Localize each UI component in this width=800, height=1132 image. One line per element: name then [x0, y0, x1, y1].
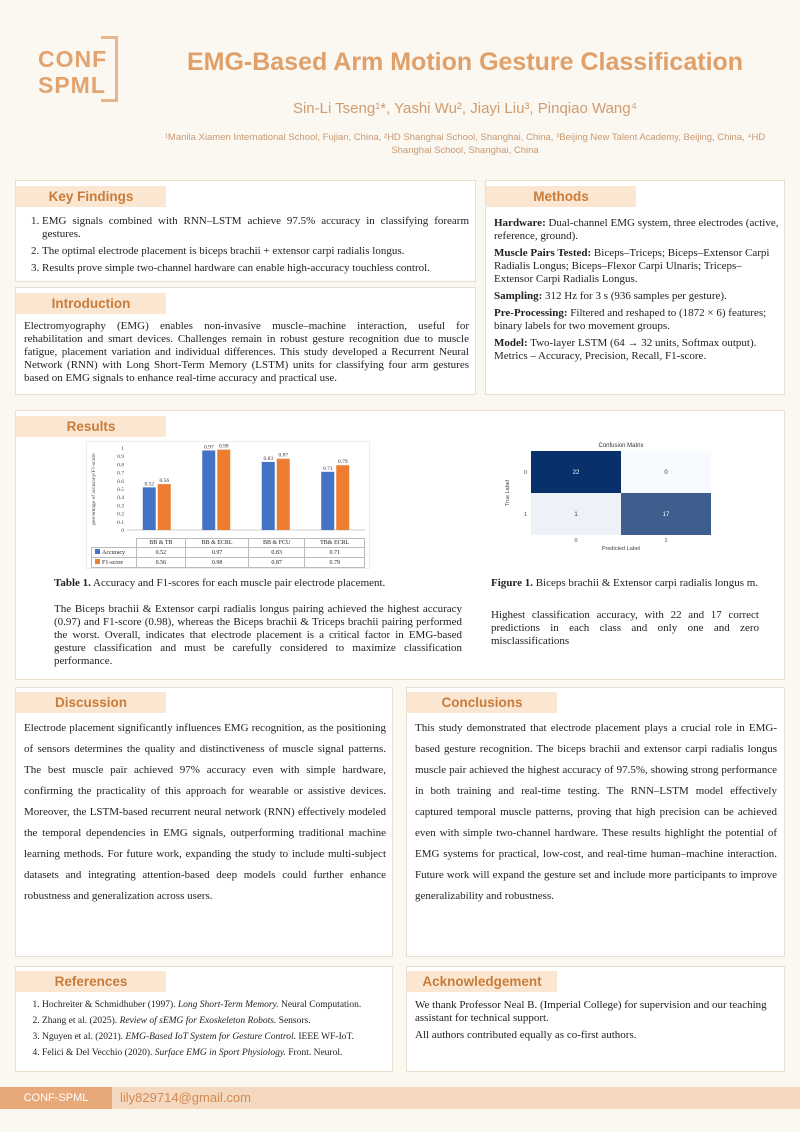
table-caption: Table 1. Accuracy and F1-scores for each muscle pair electrode placement. [54, 577, 386, 589]
references-title: References [16, 971, 166, 992]
x-axis-label: Predicted Label [601, 546, 641, 552]
table-cell: 0.87 [248, 558, 305, 568]
methods-preprocessing: Pre-Processing: Filtered and reshaped to (1872 × 6) features; binary labels for two movement groups. [494, 307, 767, 332]
methods-title: Methods [486, 186, 636, 207]
methods-panel [485, 180, 785, 395]
table-cell: 0.71 [305, 548, 365, 558]
bar-accuracy [143, 487, 156, 530]
table-cell: 0.56 [136, 558, 186, 568]
confusion-matrix [491, 439, 670, 569]
legend-f1: F1-score [92, 558, 137, 568]
methods-hardware: Hardware: Dual-channel EMG system, three electrodes (active, reference, ground). [494, 217, 779, 242]
y-tick-label: 0.4 [117, 495, 124, 502]
legend-swatch-f1 [95, 559, 100, 564]
discussion-text: Electrode placement significantly influences EMG recognition, as the positioning of sensors determines the quality and distinctiveness of muscle signal patterns. The best muscle pair achieved 97% accuracy even with simple hardware, confirming the practicality of this approach for wearable or assistive devices. Moreover, the LSTM-based recurrent neural network (RNN) effectively modeled the temporal dependencies in EMG signals, outperforming traditional machine learning methods. For future work, expanding the study to include multi-subject datasets and integrating attention-based deep models could further enhance robustness and generalization across users. [24, 722, 386, 902]
methods-muscle-pairs: Muscle Pairs Tested: Biceps–Triceps; Biceps–Extensor Carpi Radialis Longus; Biceps–Flexor Carpi Ulnaris; Triceps–Extensor Carpi Radialis Longus. [494, 247, 770, 285]
confusion-cell-value: 0 [664, 470, 668, 476]
bar-data-label: 0.52 [144, 481, 155, 488]
methods-list [494, 217, 779, 367]
table-cell: 0.52 [136, 548, 186, 558]
confusion-cell-value: 1 [574, 512, 578, 518]
accuracy-chart [86, 441, 370, 569]
finding-item: 3. Results prove simple two-channel hardware can enable high-accuracy touchless control. [42, 262, 469, 275]
finding-item: 1. EMG signals combined with RNN–LSTM achieve 97.5% accuracy in classifying forearm gestures. [42, 215, 469, 241]
figure-caption: Figure 1. Biceps brachii & Extensor carpi radialis longus m. [491, 577, 759, 589]
finding-item: 2. The optimal electrode placement is biceps brachii + extensor carpi radialis longus. [42, 245, 469, 258]
acknowledgement-text [415, 999, 777, 1042]
y-tick-label: 0.1 [117, 519, 124, 526]
table-cell: 0.79 [305, 558, 365, 568]
y-tick-label: 0.2 [117, 511, 124, 518]
affiliations: ¹Manila Xiamen International School, Fujian, China, ²HD Shanghai School, Shanghai, China, ³Beijing New Talent Academy, Beijing, China, ⁴HD Shanghai School, Shanghai, China [164, 132, 766, 156]
y-tick-label: 1 [523, 512, 527, 518]
confusion-cell-value: 22 [572, 470, 580, 476]
key-findings-panel [15, 180, 476, 282]
introduction-panel [15, 287, 476, 395]
authors: Sin-Li Tseng¹*, Yashi Wu², Jiayi Liu³, Pinqiao Wang⁴ [292, 100, 638, 117]
key-findings-list [24, 215, 469, 279]
legend-accuracy: Accuracy [92, 548, 137, 558]
reference-item: 1. Hochreiter & Schmidhuber (1997). Long Short-Term Memory. Neural Computation. [42, 999, 386, 1011]
conclusions-panel [406, 687, 785, 957]
methods-model: Model: Two-layer LSTM (64 → 32 units, Softmax output). Metrics – Accuracy, Precision, Recall, F1-score. [494, 337, 757, 362]
bar-f1-score [336, 465, 349, 530]
y-tick-label: 1 [121, 446, 124, 452]
table-header-cell: BB & TB [136, 539, 186, 548]
y-tick-label: 0 [523, 470, 527, 476]
table-header-cell: BB & FCU [248, 539, 305, 548]
discussion-title: Discussion [16, 692, 166, 713]
results-left-text: The Biceps brachii & Extensor carpi radialis longus pairing achieved the highest accuracy (0.97) and F1-score (0.98), whereas the Biceps brachii & Triceps brachii pairing performed the worst. Overall, indicates that electrode placement is a critical factor in EMG-based gesture classification and must be carefully considered to maximize classification performance. [54, 603, 462, 667]
accuracy-bar-chart [87, 442, 369, 538]
bar-data-label: 0.98 [218, 443, 229, 450]
acknowledgement-panel [406, 966, 785, 1072]
logo-line2: SPML [38, 72, 106, 98]
legend-swatch-accuracy [95, 549, 100, 554]
y-tick-label: 0 [121, 528, 124, 534]
bar-f1-score [217, 450, 230, 530]
conference-logo [38, 36, 118, 98]
acknowledgement-line1: We thank Professor Neal B. (Imperial College) for supervision and our teaching assistant for technical support. [415, 999, 767, 1024]
logo-line1: CONF [38, 46, 108, 72]
poster-title: EMG-Based Arm Motion Gesture Classification [186, 48, 744, 76]
introduction-text: Electromyography (EMG) enables non-invasive muscle–machine interaction, useful for rehabilitation and smart devices. Challenges remain in robust gesture recognition due to muscle fatigue, placement variation and individual differences. This study developed a Recurrent Neural Network (RNN) with Long Short-Term Memory (LSTM) units for classifying four arm gestures based on EMG signals to enhance real-time accuracy and practical use. [24, 320, 469, 384]
table-cell: 0.97 [186, 548, 249, 558]
methods-sampling: Sampling: 312 Hz for 3 s (936 samples per gesture). [494, 290, 727, 302]
footer-brand: CONF-SPML [0, 1087, 112, 1109]
table-header-cell: TB& ECRL [305, 539, 365, 548]
footer-email-link[interactable]: lily829714@gmail.com [120, 1090, 251, 1105]
y-tick-label: 0.8 [117, 462, 124, 469]
y-axis-label: True Label [505, 479, 511, 507]
conclusions-title: Conclusions [407, 692, 557, 713]
bar-accuracy [202, 450, 215, 530]
reference-item: 4. Felici & Del Vecchio (2020). Surface EMG in Sport Physiology. Front. Neurol. [42, 1047, 386, 1059]
table-header-cell: BB & ECRL [186, 539, 249, 548]
bar-accuracy [321, 472, 334, 530]
bar-f1-score [158, 484, 171, 530]
y-tick-label: 0.5 [117, 487, 124, 493]
references-panel [15, 966, 393, 1072]
y-tick-label: 0.3 [117, 503, 124, 510]
x-tick-label: 1 [664, 538, 668, 544]
accuracy-data-table [91, 538, 365, 568]
bar-f1-score [277, 459, 290, 530]
reference-item: 3. Nguyen et al. (2021). EMG-Based IoT System for Gesture Control. IEEE WF-IoT. [42, 1031, 386, 1043]
results-title: Results [16, 416, 166, 437]
acknowledgement-line2: All authors contributed equally as co-first authors. [415, 1029, 637, 1041]
bar-data-label: 0.87 [278, 452, 289, 459]
table-cell: 0.83 [248, 548, 305, 558]
bar-data-label: 0.83 [263, 455, 274, 462]
conclusions-text: This study demonstrated that electrode placement plays a crucial role in EMG-based gesture recognition. The biceps brachii and extensor carpi radialis longus muscle pair achieved the highest accuracy of 97.5%, showing strong performance in both training and real-time testing. The RNN–LSTM model effectively captured temporal muscle patterns, proving that high precision can be achieved even with simple two-channel hardware. These results highlight the potential of EMG systems for practical, low-cost, and real-time human–machine interaction. Future work will expand the gesture set and include more participants to improve generalizability and robustness. [415, 722, 777, 902]
y-tick-label: 0.6 [117, 478, 124, 485]
results-panel [15, 410, 785, 680]
bar-data-label: 0.71 [322, 465, 333, 472]
references-list [24, 999, 386, 1063]
bar-data-label: 0.56 [159, 478, 170, 485]
bar-accuracy [262, 462, 275, 530]
results-right-text: Highest classification accuracy, with 22 and 17 correct predictions in each class and only one and zero misclassifications [491, 609, 759, 647]
y-axis-label: percentage of accuracy/F1-score [91, 453, 97, 525]
introduction-title: Introduction [16, 293, 166, 314]
x-tick-label: 0 [574, 538, 578, 544]
footer [0, 1087, 800, 1109]
table-cell: 0.98 [186, 558, 249, 568]
y-tick-label: 0.9 [117, 454, 124, 461]
bar-data-label: 0.79 [337, 459, 348, 466]
confusion-matrix-title: Confusion Matrix [598, 443, 644, 449]
bar-data-label: 0.97 [203, 444, 214, 451]
reference-item: 2. Zhang et al. (2025). Review of sEMG for Exoskeleton Robots. Sensors. [42, 1015, 386, 1027]
discussion-panel [15, 687, 393, 957]
confusion-cell-value: 17 [662, 512, 670, 518]
key-findings-title: Key Findings [16, 186, 166, 207]
table-corner [92, 539, 137, 548]
acknowledgement-title: Acknowledgement [407, 971, 557, 992]
y-tick-label: 0.7 [117, 470, 124, 477]
